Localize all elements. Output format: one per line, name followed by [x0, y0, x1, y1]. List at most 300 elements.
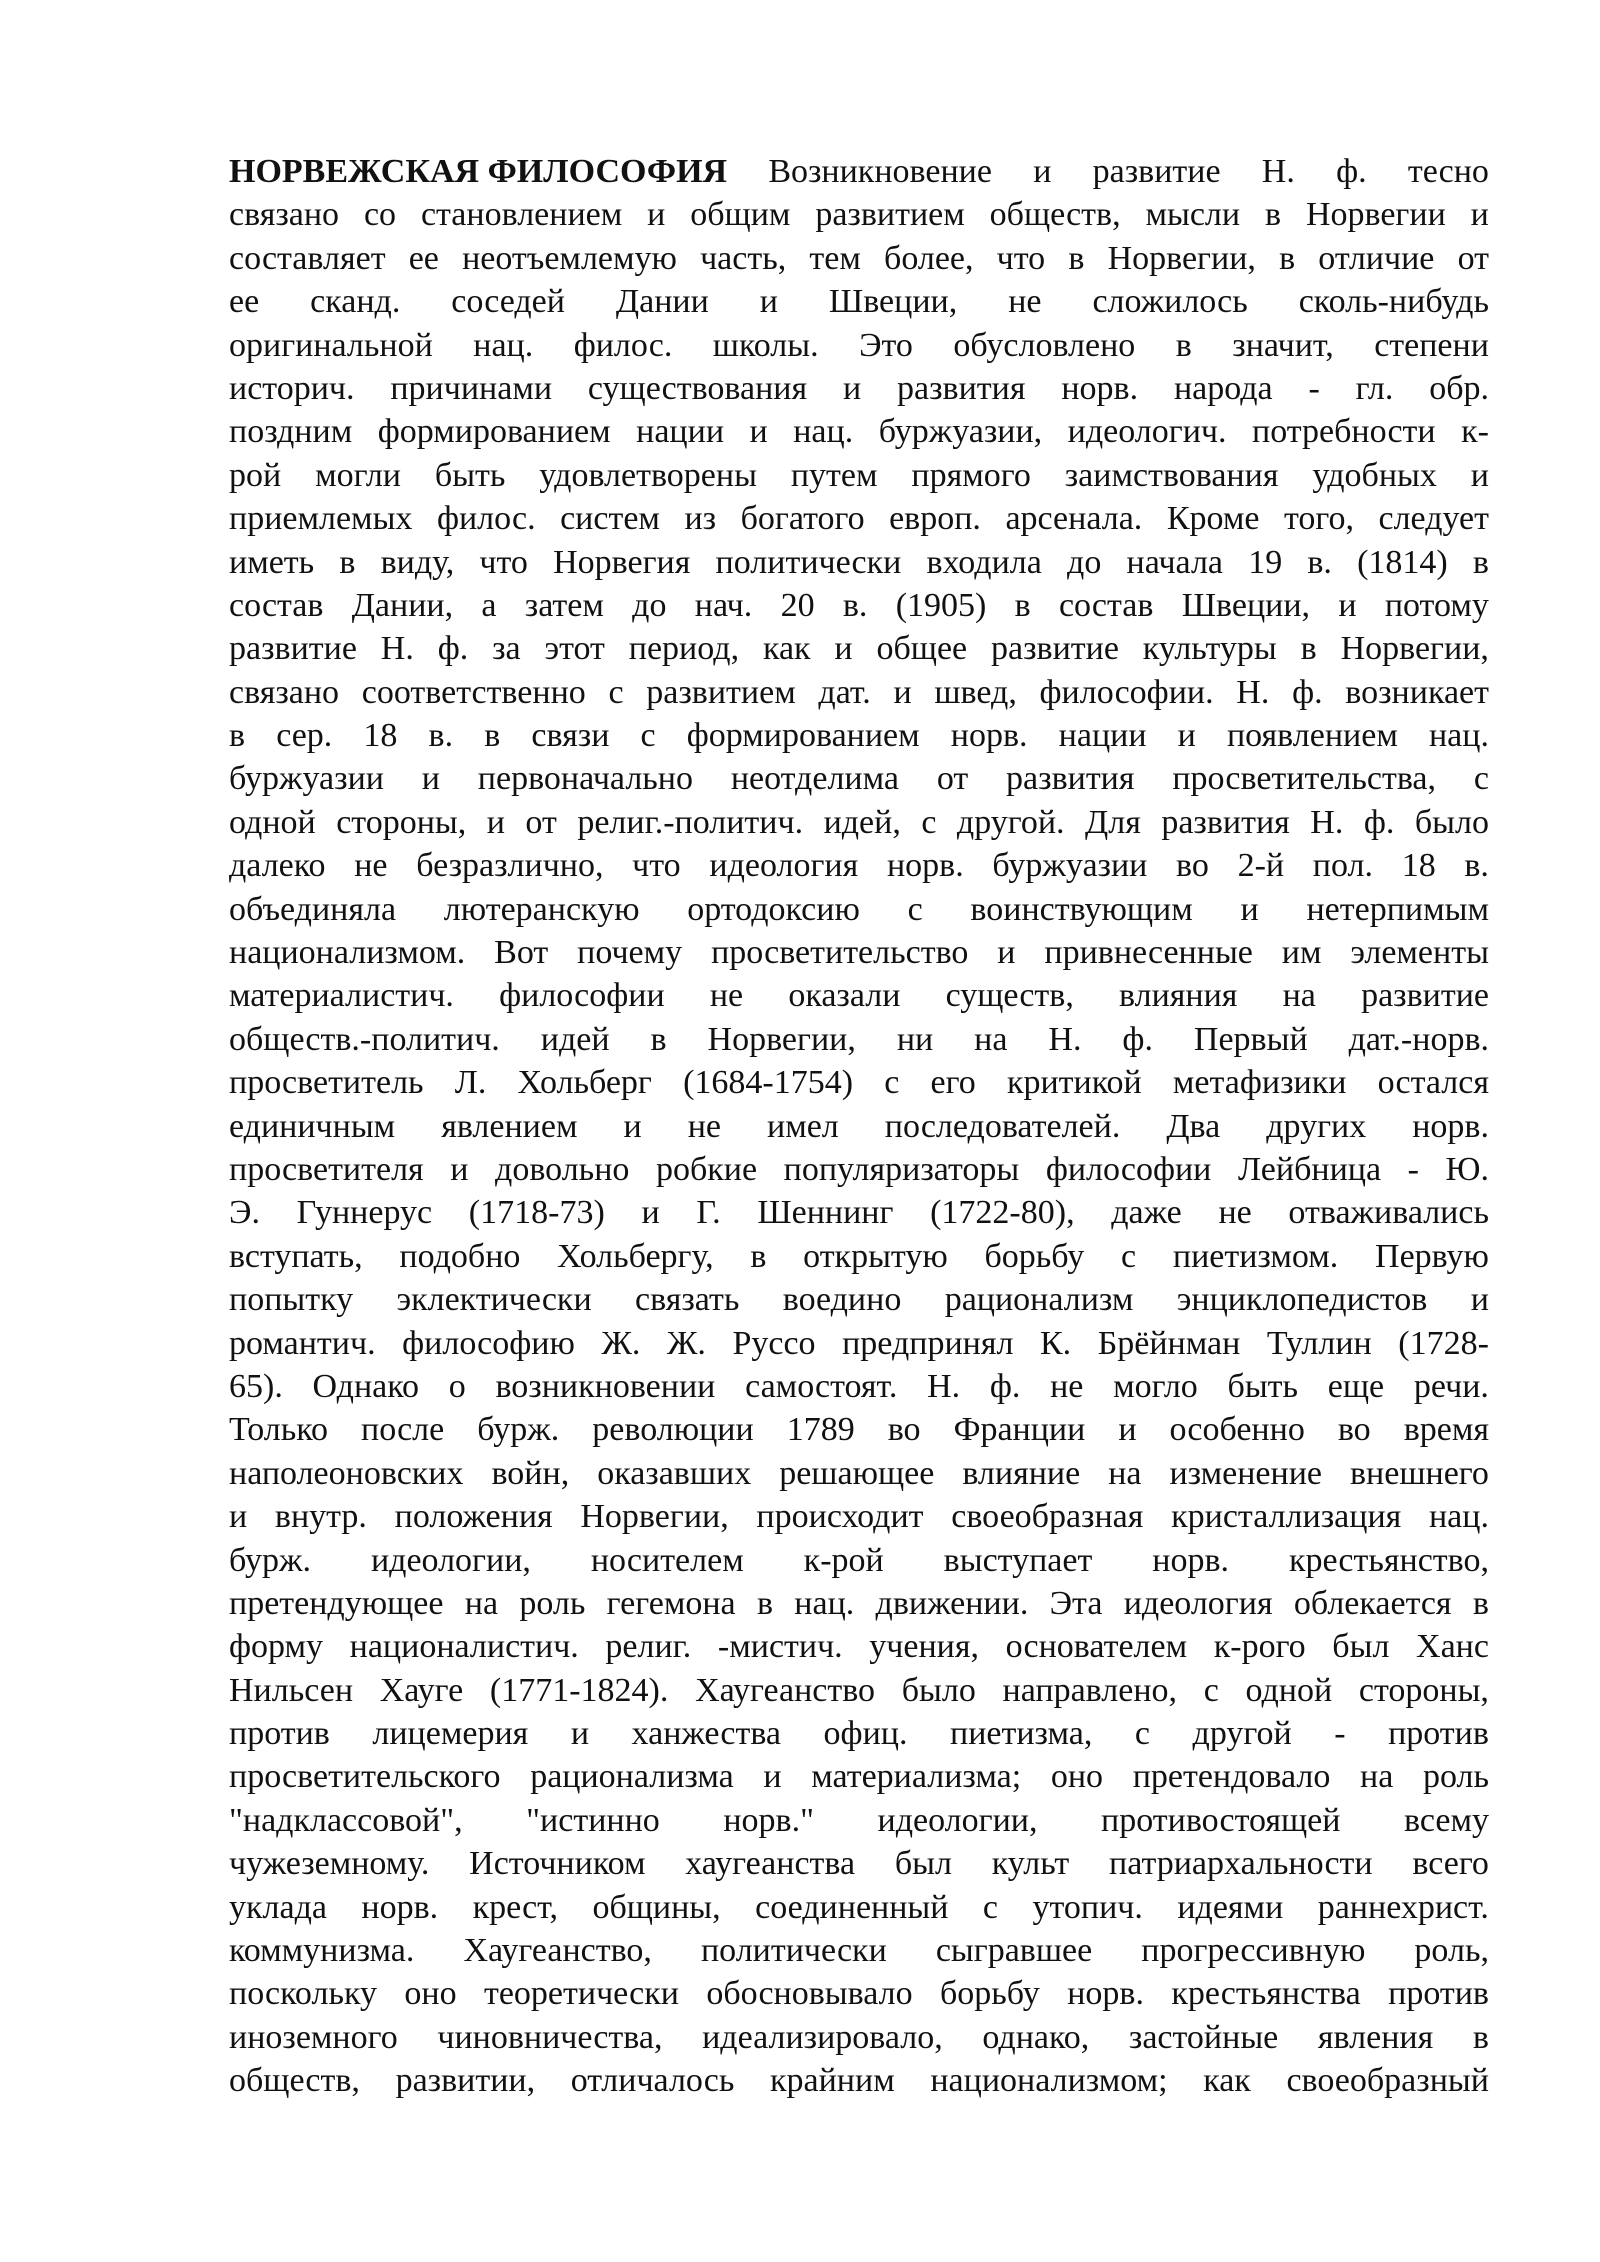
word: утопич. [1032, 1888, 1143, 1926]
word: связано [229, 673, 340, 711]
word: идеология [1123, 1584, 1273, 1622]
word: к-рой [803, 1541, 884, 1579]
word: роль [519, 1584, 586, 1622]
word: с [640, 717, 656, 755]
word: первоначально [477, 760, 693, 798]
word: культуры [1142, 630, 1277, 668]
word: Швеции, [1181, 586, 1311, 624]
text-line [229, 410, 1489, 453]
word: просветитель [229, 1064, 424, 1102]
text-line [229, 1712, 1489, 1755]
word: иноземного [229, 2018, 398, 2056]
word: коммунизма. [229, 1932, 415, 1970]
word: из [684, 500, 717, 538]
text-line [229, 1582, 1489, 1625]
word: Туллин [1266, 1324, 1372, 1362]
word: к-рого [1213, 1628, 1306, 1666]
word: могли [315, 456, 401, 494]
word: до [1067, 543, 1102, 581]
word: претендовало [1132, 1758, 1331, 1796]
word: арсенала. [1005, 500, 1143, 538]
word: время [1403, 1411, 1489, 1449]
word: отличие [1318, 239, 1435, 277]
word: (1905) [895, 586, 987, 624]
word: на [1282, 977, 1316, 1015]
word: попытку [229, 1281, 354, 1319]
word: с [1473, 760, 1489, 798]
word: состав [229, 586, 324, 624]
word: движении. [875, 1584, 1029, 1622]
word: нац. [1428, 717, 1489, 755]
word: -мистич. [717, 1628, 843, 1666]
word: патриархальности [1109, 1845, 1373, 1883]
word: во [887, 1411, 921, 1449]
word: идеологии, [877, 1801, 1038, 1839]
word: просветительство [711, 934, 969, 972]
word: своеобразная [951, 1498, 1144, 1536]
word: поздним [229, 413, 353, 451]
word: норв." [723, 1801, 814, 1839]
word: историч. [229, 369, 355, 407]
word: более, [884, 239, 974, 277]
word: Нильсен [229, 1671, 354, 1709]
word: развитием [815, 196, 965, 234]
word: пиетизмом. [1172, 1237, 1339, 1275]
word: сложилось [1092, 283, 1248, 321]
word: другой. [956, 803, 1065, 841]
word: Дании, [351, 586, 454, 624]
word: Ю. [1445, 1150, 1489, 1188]
word: поскольку [229, 1975, 377, 2013]
word: вступать, [229, 1237, 363, 1275]
word: Эта [1049, 1584, 1103, 1622]
word: причинами [390, 369, 553, 407]
text-line [229, 1452, 1489, 1495]
word: обществ.-политич. [229, 1020, 500, 1058]
article-heading: НОРВЕЖСКАЯ ФИЛОСОФИЯ [229, 153, 728, 190]
text-line [229, 1929, 1489, 1972]
word: Г. [696, 1194, 721, 1232]
word: Только [229, 1411, 329, 1449]
word: Н. [1261, 153, 1295, 190]
word: развития [1006, 760, 1135, 798]
word: в [750, 1237, 767, 1275]
word: часть, [700, 239, 787, 277]
word: сер. [276, 717, 333, 755]
word: ф. [1122, 1020, 1153, 1058]
word: внутр. [274, 1498, 367, 1536]
word: против [1388, 1715, 1489, 1753]
word: "истинно [526, 1801, 660, 1839]
word: других [1266, 1107, 1367, 1145]
word: им [1281, 934, 1322, 972]
word: во [1337, 1411, 1371, 1449]
word: связать [635, 1281, 740, 1319]
word: националистич. [349, 1628, 579, 1666]
word: в [1068, 239, 1085, 277]
word: рационализма [530, 1758, 734, 1796]
word: в [650, 1020, 667, 1058]
text-line [229, 801, 1489, 844]
word: оказали [788, 977, 901, 1015]
word: неотделима [730, 760, 899, 798]
word: систем [560, 500, 660, 538]
word: Швеции, [828, 283, 958, 321]
word: в [1472, 543, 1489, 581]
word: сыгравшее [935, 1932, 1093, 1970]
word: был [1332, 1628, 1390, 1666]
word: на [1108, 1454, 1142, 1492]
word: Норвегии [1305, 196, 1446, 234]
text-line [229, 193, 1489, 236]
text-line [229, 454, 1489, 497]
word: революции [592, 1411, 754, 1449]
word: и [1033, 153, 1052, 190]
word: всему [1404, 1801, 1489, 1839]
word: Л. [454, 1064, 487, 1102]
text-line [229, 627, 1489, 670]
word: имел [767, 1107, 839, 1145]
word: Брёйнман [1097, 1324, 1241, 1362]
word: и [1118, 1411, 1137, 1449]
word: европ. [889, 500, 981, 538]
word: и [763, 1758, 782, 1796]
word: пиетизма, [950, 1715, 1093, 1753]
word: (1728- [1398, 1324, 1489, 1362]
word: как [762, 630, 811, 668]
word: в [1175, 326, 1192, 364]
word: Дании [615, 283, 709, 321]
word: и [1177, 717, 1196, 755]
word: дат. [818, 673, 871, 711]
text-line [229, 1408, 1489, 1451]
word: буржуазии, [878, 413, 1043, 451]
word: Н. [927, 1367, 961, 1405]
word: иметь [229, 543, 315, 581]
word: воедино [782, 1281, 902, 1319]
word: привнесенные [1044, 934, 1253, 972]
word: обр. [1429, 369, 1489, 407]
word: противостоящей [1101, 1801, 1341, 1839]
word: речи. [1413, 1367, 1489, 1405]
word: до [632, 586, 667, 624]
word: воинствующим [970, 890, 1193, 928]
word: уклада [229, 1888, 327, 1926]
word: явлением [441, 1107, 578, 1145]
word: почему [577, 934, 683, 972]
word: философии. [1039, 673, 1214, 711]
word: развития [897, 369, 1026, 407]
word: оказавших [597, 1454, 752, 1492]
text-line [229, 367, 1489, 410]
word: выступает [943, 1541, 1093, 1579]
word: одной [1245, 1671, 1333, 1709]
text-line [229, 1105, 1489, 1148]
word: застойные [1128, 2018, 1279, 2056]
word: развитие [991, 630, 1119, 668]
word: норв. [950, 717, 1028, 755]
word: остался [1377, 1064, 1489, 1102]
word: и [229, 1498, 248, 1536]
word: от [1457, 239, 1489, 277]
word: развитие [1361, 977, 1489, 1015]
word: появлением [1226, 717, 1398, 755]
word: наполеоновских [229, 1454, 464, 1492]
word: оно [1050, 1758, 1104, 1796]
word: Два [1166, 1107, 1221, 1145]
word: Возникновение [768, 153, 992, 190]
text-line [229, 280, 1489, 323]
text-line [229, 1235, 1489, 1278]
word: романтич. [229, 1324, 376, 1362]
text-line [229, 1625, 1489, 1668]
word: со [363, 196, 397, 234]
word: политически [715, 543, 902, 581]
word: офиц. [823, 1715, 908, 1753]
word: своеобразный [1286, 2062, 1489, 2100]
word: общим [690, 196, 791, 234]
word: норв. [361, 1888, 439, 1926]
word: Н. [1236, 673, 1270, 711]
word: швед, [934, 673, 1017, 711]
word: что [632, 847, 681, 885]
word: (1814) [1357, 543, 1448, 581]
word: было [1414, 803, 1489, 841]
word: не [1008, 283, 1042, 321]
word: и [1338, 586, 1357, 624]
word: крайним [770, 2062, 895, 2100]
word: философии [499, 977, 665, 1015]
text-line [229, 1886, 1489, 1929]
word: не [1050, 1367, 1084, 1405]
word: путем [790, 456, 878, 494]
word: борьбу [984, 1237, 1085, 1275]
word: религ.-политич. [577, 803, 804, 841]
word: в [1300, 630, 1317, 668]
word: и [647, 196, 666, 234]
word: с [608, 673, 624, 711]
word: филос. [436, 500, 536, 538]
word: быть [434, 456, 506, 494]
word: борьбу [940, 1975, 1040, 2013]
word: становлением [420, 196, 623, 234]
word: идеологии, [370, 1541, 531, 1579]
word: удобных [1312, 456, 1437, 494]
word: было [901, 1671, 976, 1709]
word: даже [1111, 1194, 1182, 1232]
word: идей [540, 1020, 610, 1058]
word: значит, [1232, 326, 1334, 364]
word: лицемерия [372, 1715, 529, 1753]
word: и [1470, 456, 1489, 494]
word: формированием [686, 717, 920, 755]
word: всего [1412, 1845, 1489, 1883]
text-line [229, 2016, 1489, 2059]
word: после [361, 1411, 445, 1449]
word: влияние [962, 1454, 1081, 1492]
word: материалистич. [229, 977, 454, 1015]
word: обусловлено [953, 326, 1136, 364]
word: Ханс [1416, 1628, 1489, 1666]
text-line [229, 1061, 1489, 1104]
word: ханжества [631, 1715, 782, 1753]
word: сканд. [310, 283, 401, 321]
word: в [1014, 586, 1031, 624]
word: оно [404, 1975, 457, 2013]
word: приемлемых [229, 500, 413, 538]
word: существ, [945, 977, 1074, 1015]
word: нац. [794, 1584, 855, 1622]
word: идеями [1177, 1888, 1284, 1926]
word: чужеземному. [229, 1845, 430, 1883]
word: лютеранскую [443, 890, 640, 928]
word: национализмом; [930, 2062, 1168, 2100]
word: на [464, 1584, 499, 1622]
word: в [756, 1584, 773, 1622]
word: неотъемлемую [462, 239, 677, 277]
word: Для [1085, 803, 1141, 841]
word: влияния [1119, 977, 1238, 1015]
word: за [492, 630, 521, 668]
word: и [450, 1150, 469, 1188]
word: в [1264, 196, 1282, 234]
word: Ж. [601, 1324, 641, 1362]
text-line [229, 497, 1489, 540]
word: в. [842, 586, 868, 624]
word: ее [408, 239, 439, 277]
word: связано [229, 196, 340, 234]
word: Шеннинг [757, 1194, 894, 1232]
word: - [1334, 1715, 1346, 1753]
text-line [229, 1539, 1489, 1582]
word: Норвегия [553, 543, 691, 581]
word: еще [1327, 1367, 1385, 1405]
word: стороны, [1358, 1671, 1489, 1709]
text-line [229, 757, 1489, 800]
word: нетерпимым [1306, 890, 1489, 928]
word: с [907, 890, 923, 928]
text-line [229, 1191, 1489, 1234]
word: объединяла [229, 890, 397, 928]
word: национализмом. [229, 934, 466, 972]
word: 19 [1248, 543, 1283, 581]
word: решающее [779, 1454, 935, 1492]
word: 18 [1401, 847, 1436, 885]
word: положения [394, 1498, 553, 1536]
word: и [623, 1107, 642, 1145]
word: войн, [491, 1454, 570, 1492]
word: удовлетворены [539, 456, 757, 494]
word: однако, [982, 2018, 1090, 2056]
word: связи [531, 717, 610, 755]
word: норв. [886, 847, 964, 885]
word: соединенный [755, 1888, 949, 1926]
word: и [421, 760, 440, 798]
word: политически [700, 1932, 887, 1970]
word: потому [1384, 586, 1489, 624]
word: и [1470, 1281, 1489, 1319]
word: "надклассовой", [229, 1801, 463, 1839]
word: норв. [1152, 1541, 1230, 1579]
word: - [1407, 1150, 1419, 1188]
word: оригинальной [229, 326, 433, 364]
word: период, [628, 630, 740, 668]
word: религ. [605, 1628, 692, 1666]
word: ортодоксию [687, 890, 860, 928]
text-line [229, 1755, 1489, 1798]
word: и [570, 1715, 590, 1753]
word: что [996, 239, 1046, 277]
word: затем [524, 586, 604, 624]
word: возникновении [495, 1367, 716, 1405]
word: 20 [780, 586, 815, 624]
word: что [479, 543, 528, 581]
word: особенно [1169, 1411, 1305, 1449]
text-line [229, 1148, 1489, 1191]
text-line [229, 584, 1489, 627]
text-line [229, 1018, 1489, 1061]
word: кристаллизация [1171, 1498, 1402, 1536]
word: обществ, [229, 2062, 360, 2100]
word: Руссо [732, 1324, 816, 1362]
word: происходит [756, 1498, 924, 1536]
word: крестьянство, [1288, 1541, 1489, 1579]
word: был [894, 1845, 952, 1883]
word: довольно [495, 1150, 630, 1188]
word: как [1203, 2062, 1251, 2100]
word: могло [1113, 1367, 1198, 1405]
word: ф. [437, 630, 469, 668]
word: виду, [380, 543, 455, 581]
word: Н. [1048, 1020, 1082, 1058]
word: пол. [1312, 847, 1373, 885]
word: роль [1422, 1758, 1489, 1796]
word: не [687, 1107, 721, 1145]
word: развитии, [395, 2062, 536, 2100]
word: его [930, 1064, 976, 1102]
word: рационализм [944, 1281, 1134, 1319]
word: идеологич. [1067, 413, 1227, 451]
word: ф. [1363, 803, 1395, 841]
word: нации [1058, 717, 1147, 755]
word: претендующее [229, 1584, 444, 1622]
word: и [641, 1194, 660, 1232]
word: другой [1192, 1715, 1292, 1753]
word: предпринял [842, 1324, 1014, 1362]
word: крест, [472, 1888, 558, 1926]
text-line [229, 888, 1489, 931]
word: идеализировало, [702, 2018, 943, 2056]
word: состав [1058, 586, 1154, 624]
word: элементы [1350, 934, 1489, 972]
word: общины, [592, 1888, 721, 1926]
word: Однако [312, 1367, 420, 1405]
word: Н. [380, 630, 414, 668]
word: входила [926, 543, 1042, 581]
word: мысли [1145, 196, 1241, 234]
word: дат.-норв. [1348, 1020, 1489, 1058]
word: К. [1039, 1324, 1072, 1362]
word: просветителя [229, 1150, 424, 1188]
word: потребности [1252, 413, 1436, 451]
word: народа [1173, 369, 1273, 407]
word: норв. [1061, 369, 1139, 407]
word: в. [1464, 847, 1489, 885]
word: 2-й [1237, 847, 1285, 885]
word: ни [896, 1020, 934, 1058]
word: Первую [1375, 1237, 1489, 1275]
text-line [229, 237, 1489, 280]
